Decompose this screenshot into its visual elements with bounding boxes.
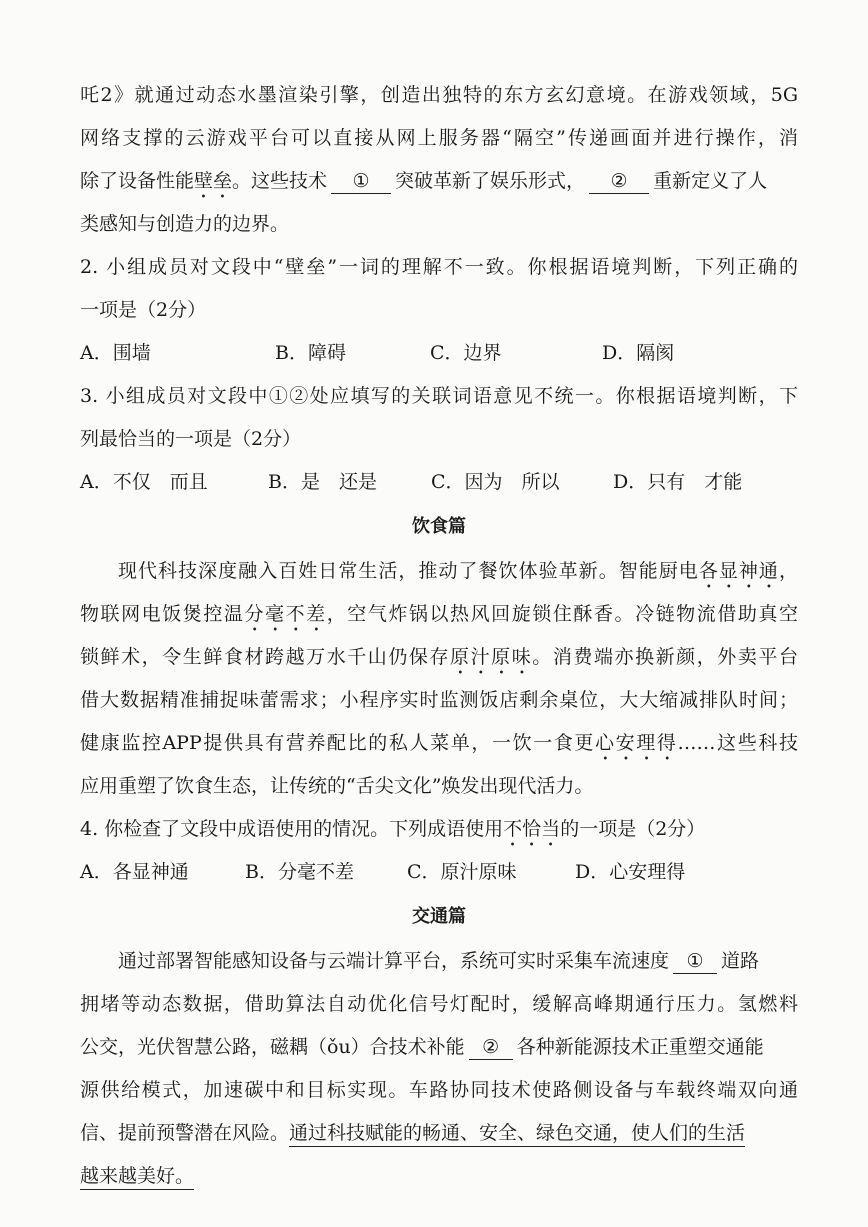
question-3-line-2: 列最恰当的一项是（2分） [80, 428, 302, 450]
q3-option-c: C．因为 所以 [431, 471, 560, 493]
traffic-line-4: 源供给模式，加速碳中和目标实现。车路协同技术使路侧设备与车载终端双向通 [80, 1079, 798, 1101]
q2-option-b: B．障碍 [275, 342, 346, 364]
q4-option-a: A．各显神通 [80, 861, 189, 883]
intro-line-2: 网络支撑的云游戏平台可以直接从网上服务器“隔空”传递画面并进行操作，消 [80, 127, 798, 149]
q4-option-c: C．原汁原味 [407, 861, 517, 883]
question-2-options [80, 332, 798, 375]
blank-1: ① [331, 169, 391, 194]
food-line-5: 健康监控APP提供具有营养配比的私人菜单，一饮一食更心安理得……这些科技 [80, 732, 798, 754]
question-3-line-1: 3. 小组成员对文段中①②处应填写的关联词语意见不统一。你根据语境判断，下 [80, 385, 798, 407]
traffic-line-6 [80, 1155, 798, 1198]
food-line-6: 应用重塑了饮食生态，让传统的“舌尖文化”焕发出现代活力。 [80, 775, 594, 797]
traffic-line-3: 公交，光伏智慧公路，磁耦（ǒu）合技术补能 ② 各种新能源技术正重塑交通能 [80, 1036, 764, 1058]
question-3-options [80, 461, 798, 504]
food-line-3: 锁鲜术，令生鲜食材跨越万水千山仍保存原汁原味。消费端亦换新颜，外卖平台 [80, 646, 798, 668]
q3-option-b: B．是 还是 [268, 471, 377, 493]
intro-line-1: 吒2》就通过动态水墨渲染引擎，创造出独特的东方玄幻意境。在游戏领域，5G [80, 84, 798, 106]
intro-line-4: 类感知与创造力的边界。 [80, 213, 290, 235]
q2-option-a: A．围墙 [80, 342, 151, 364]
food-line-2: 物联网电饭煲控温分毫不差，空气炸锅以热风回旋锁住酥香。冷链物流借助真空 [80, 603, 798, 625]
food-line-4: 借大数据精准捕捉味蕾需求；小程序实时监测饭店剩余桌位，大大缩减排队时间； [80, 689, 798, 711]
question-4-options [80, 851, 798, 894]
traffic-line-1: 通过部署智能感知设备与云端计算平台，系统可实时采集车流速度 ① 道路 [118, 950, 760, 972]
intro-line-3: 除了设备性能壁垒。这些技术 ① 突破革新了娱乐形式， ② 重新定义了人 [80, 170, 768, 192]
q3-option-a: A．不仅 而且 [80, 471, 208, 493]
q4-option-d: D．心安理得 [575, 861, 686, 883]
section-title-traffic: 交通篇 [412, 906, 466, 927]
q3-option-d: D．只有 才能 [613, 471, 743, 493]
traffic-blank-1: ① [673, 949, 717, 974]
q2-option-d: D．隔阂 [602, 342, 675, 364]
question-2-line-1: 2. 小组成员对文段中“壁垒”一词的理解不一致。你根据语境判断，下列正确的 [80, 256, 798, 278]
traffic-blank-2: ② [469, 1035, 513, 1060]
underlined-sentence-end: 越来越美好。 [80, 1163, 194, 1190]
q2-option-c: C．边界 [430, 342, 502, 364]
underlined-sentence: 通过科技赋能的畅通、安全、绿色交通，使人们的生活 [289, 1120, 745, 1147]
question-4-line-1: 4. 你检查了文段中成语使用的情况。下列成语使用不恰当的一项是（2分） [80, 818, 706, 840]
blank-2: ② [589, 169, 649, 194]
food-line-1: 现代科技深度融入百姓日常生活，推动了餐饮体验革新。智能厨电各显神通， [118, 560, 798, 582]
traffic-line-2: 拥堵等动态数据，借助算法自动优化信号灯配时，缓解高峰期通行压力。氢燃料 [80, 993, 798, 1015]
traffic-line-5: 信、提前预警潜在风险。通过科技赋能的畅通、安全、绿色交通，使人们的生活 [80, 1112, 798, 1155]
dotted-word-bilei: 壁垒 [194, 170, 233, 192]
question-2-line-2: 一项是（2分） [80, 299, 207, 321]
q4-option-b: B．分毫不差 [245, 861, 354, 883]
section-title-food: 饮食篇 [412, 516, 466, 537]
